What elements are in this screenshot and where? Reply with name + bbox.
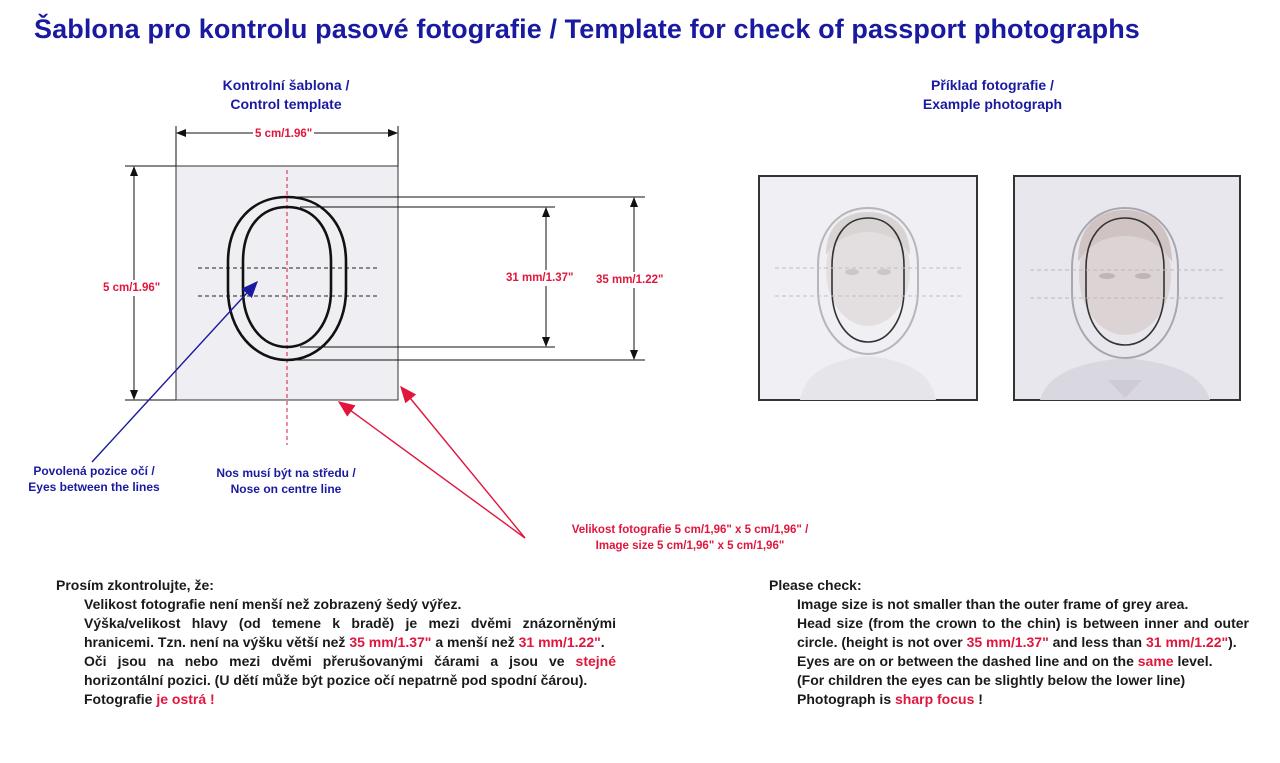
checklist-en — [769, 576, 1249, 709]
checklist-cz-item2: Výška/velikost hlavy (od temene k bradě) je mezi dvěmi znázorněnými hranicemi. Tzn. není na výšku větší než 35 mm/1.37" a menší než 31 mm/1.22". — [84, 615, 616, 650]
checklist-en-item5: Photograph is sharp focus ! — [797, 691, 983, 707]
eyes-annotation — [8, 463, 180, 495]
eyes-annotation-line1: Povolená pozice očí / — [33, 464, 155, 478]
size-annotation-line2: Image size 5 cm/1,96" x 5 cm/1,96" — [595, 540, 785, 552]
size-pointer-arrow-right — [401, 387, 525, 538]
checklist-en-intro: Please check: — [769, 577, 862, 593]
checklist-cz-intro: Prosím zkontrolujte, že: — [56, 577, 214, 593]
checklist-cz-item1: Velikost fotografie není menší než zobrazený šedý výřez. — [84, 596, 462, 612]
example-heading-line1: Příklad fotografie / — [931, 77, 1054, 93]
size-annotation-line1: Velikost fotografie 5 cm/1,96" x 5 cm/1,96" / — [571, 524, 809, 536]
template-heading-line2: Control template — [230, 96, 342, 112]
checklist-en-item3: Eyes are on or between the dashed line and on the same level. — [797, 653, 1213, 669]
nose-annotation — [196, 465, 376, 497]
width-dimension-label: 5 cm/1.96" — [255, 128, 313, 140]
checklist-en-item1: Image size is not smaller than the outer frame of grey area. — [797, 596, 1189, 612]
checklist-en-item4: (For children the eyes can be slightly below the lower line) — [797, 672, 1186, 688]
checklist-cz-item3: Oči jsou na nebo mezi dvěmi přerušovanými čárami a jsou ve stejné horizontální pozici. (U dětí může být pozice očí nepatrně pod spodní čárou). — [84, 653, 616, 688]
outer-dimension-label: 35 mm/1.22" — [596, 274, 664, 286]
checklist-en-item2: Head size (from the crown to the chin) is between inner and outer circle. (height is not over 35 mm/1.37" and less than 31 mm/1.22"). — [797, 615, 1249, 650]
example-heading-line2: Example photograph — [922, 96, 1063, 112]
checklist-cz-item4: Fotografie je ostrá ! — [84, 691, 215, 707]
nose-annotation-line2: Nose on centre line — [230, 482, 342, 496]
template-heading-line1: Kontrolní šablona / — [222, 77, 350, 93]
page-title: Šablona pro kontrolu pasové fotografie / Template for check of passport photographs — [34, 14, 1140, 44]
nose-annotation-line1: Nos musí být na středu / — [216, 466, 356, 480]
checklist-cz — [56, 576, 616, 709]
size-annotation — [540, 522, 840, 554]
eyes-annotation-line2: Eyes between the lines — [28, 480, 160, 494]
height-dimension-label: 5 cm/1.96" — [103, 282, 161, 294]
inner-dimension-label: 31 mm/1.37" — [506, 272, 574, 284]
